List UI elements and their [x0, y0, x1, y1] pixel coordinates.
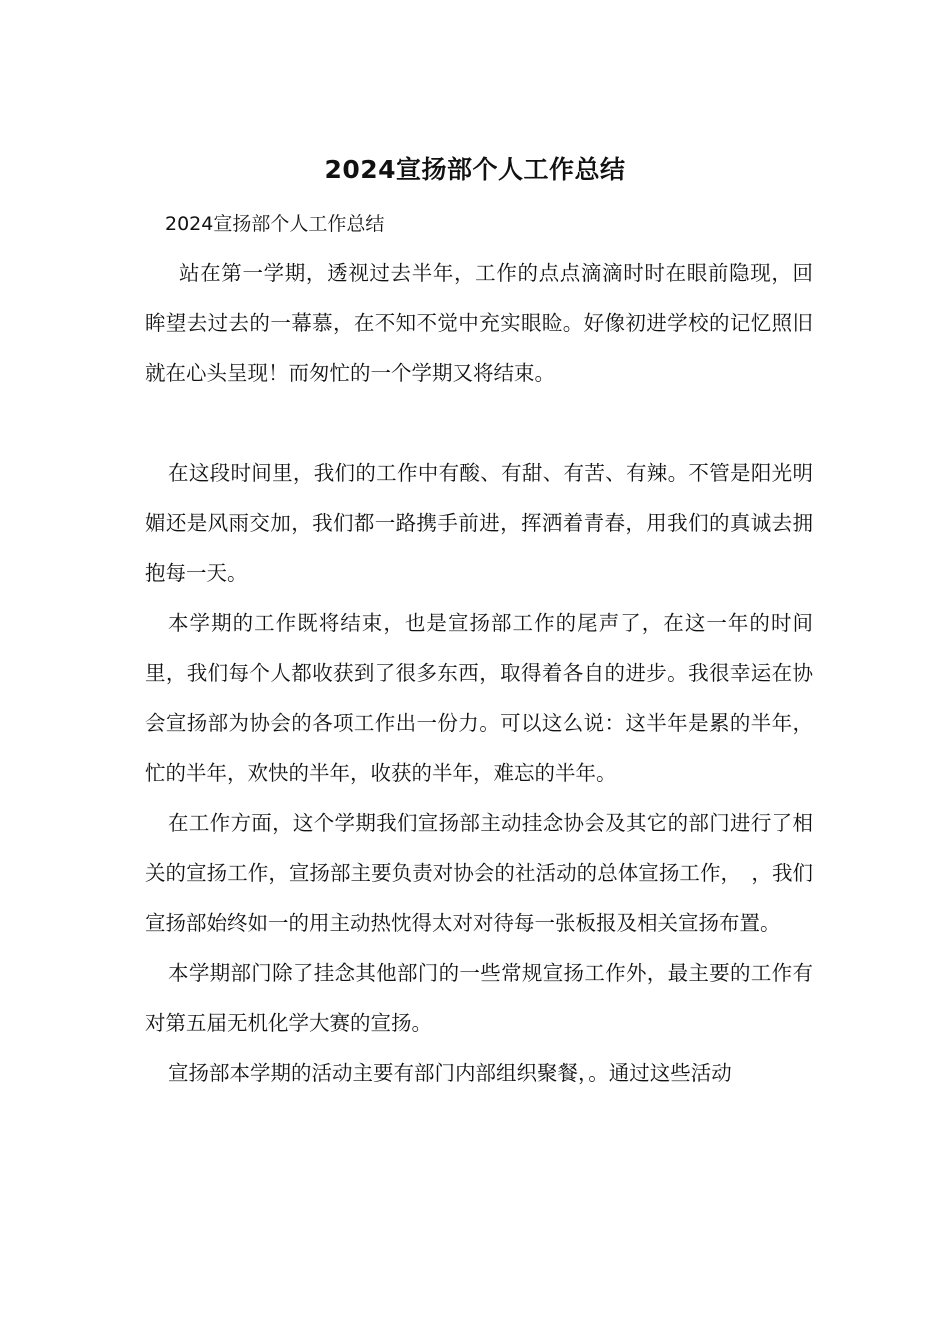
paragraph: 本学期的工作既将结束，也是宣扬部工作的尾声了，在这一年的时间里，我们每个人都收获到了很多东西，取得着各自的进步。我很幸运在协会宣扬部为协会的各项工作出一份力。可以这么说：这半年是累的半年，忙的半年，欢快的半年，收获的半年，难忘的半年。	[145, 611, 813, 785]
paragraph-spacer	[145, 398, 813, 448]
paragraph: 在工作方面，这个学期我们宣扬部主动挂念协会及其它的部门进行了相关的宣扬工作，宣扬部主要负责对协会的社活动的总体宣扬工作， ，我们宣扬部始终如一的用主动热忱得太对对待每一张板报及相关宣扬布置。	[145, 811, 813, 935]
document-body	[145, 248, 813, 1098]
paragraph: 在这段时间里，我们的工作中有酸、有甜、有苦、有辣。不管是阳光明媚还是风雨交加，我们都一路携手前进，挥洒着青春，用我们的真诚去拥抱每一天。	[145, 461, 813, 585]
document-title: 2024宣扬部个人工作总结	[324, 155, 626, 184]
document-subtitle: 2024宣扬部个人工作总结	[165, 213, 385, 235]
paragraph: 本学期部门除了挂念其他部门的一些常规宣扬工作外，最主要的工作有对第五届无机化学大赛的宣扬。	[145, 961, 813, 1035]
paragraph: 宣扬部本学期的活动主要有部门内部组织聚餐，。通过这些活动	[168, 1061, 732, 1085]
paragraph: 站在第一学期，透视过去半年，工作的点点滴滴时时在眼前隐现，回眸望去过去的一幕慕，在不知不觉中充实眼睑。好像初进学校的记忆照旧就在心头呈现！而匆忙的一个学期又将结束。	[145, 261, 813, 385]
